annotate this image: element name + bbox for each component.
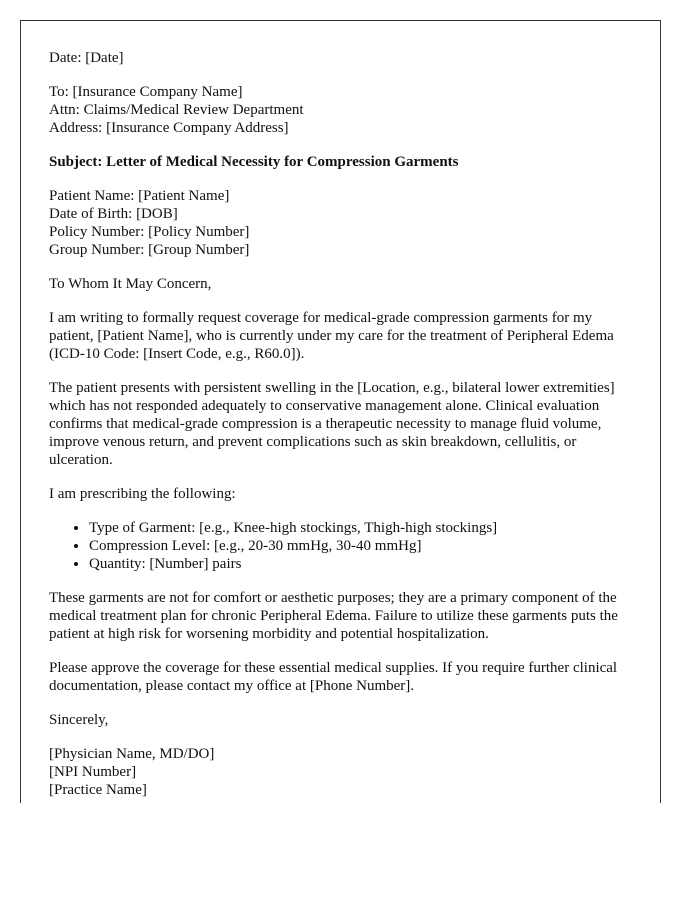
recipient-to: To: [Insurance Company Name] xyxy=(49,84,243,100)
letter-document xyxy=(20,20,661,803)
signature-block xyxy=(49,745,632,799)
list-item: • Type of Garment: [e.g., Knee-high stockings, Thigh-high stockings] xyxy=(89,519,632,537)
paragraph-presentation: The patient presents with persistent swelling in the [Location, e.g., bilateral lower extremities] which has not responded adequately to conservative management alone. Clinical evaluation confirms that medical-grade compression is a therapeutic necessity to manage fluid volume, improve venous return, and prevent complications such as skin breakdown, cellulitis, or ulceration. xyxy=(49,380,615,468)
recipient-block xyxy=(49,83,632,137)
subject-line: Subject: Letter of Medical Necessity for Compression Garments xyxy=(49,154,459,170)
prescription-list xyxy=(49,519,632,573)
patient-name: Patient Name: [Patient Name] xyxy=(49,188,230,204)
recipient-attn: Attn: Claims/Medical Review Department xyxy=(49,102,304,118)
salutation: To Whom It May Concern, xyxy=(49,276,212,292)
paragraph-approval: Please approve the coverage for these essential medical supplies. If you require further clinical documentation, please contact my office at [Phone Number]. xyxy=(49,660,618,694)
paragraph-request: I am writing to formally request coverage for medical-grade compression garments for my patient, [Patient Name], who is currently under my care for the treatment of Peripheral Edema (ICD-10 Code: [Insert Code, e.g., R60.0]). xyxy=(49,310,614,362)
patient-policy: Policy Number: [Policy Number] xyxy=(49,224,250,240)
closing: Sincerely, xyxy=(49,712,109,728)
paragraph-necessity: These garments are not for comfort or aesthetic purposes; they are a primary component of the medical treatment plan for chronic Peripheral Edema. Failure to utilize these garments puts the patient at high risk for worsening morbidity and potential hospitalization. xyxy=(49,590,618,642)
date-line: Date: [Date] xyxy=(49,50,124,66)
list-item: • Quantity: [Number] pairs xyxy=(89,555,632,573)
practice-name: [Practice Name] xyxy=(49,782,147,798)
npi-number: [NPI Number] xyxy=(49,764,137,780)
list-item: • Compression Level: [e.g., 20-30 mmHg, 30-40 mmHg] xyxy=(89,537,632,555)
recipient-address: Address: [Insurance Company Address] xyxy=(49,120,289,136)
patient-block xyxy=(49,187,632,259)
patient-group: Group Number: [Group Number] xyxy=(49,242,250,258)
patient-dob: Date of Birth: [DOB] xyxy=(49,206,178,222)
paragraph-prescribing: I am prescribing the following: xyxy=(49,486,236,502)
physician-name: [Physician Name, MD/DO] xyxy=(49,746,215,762)
